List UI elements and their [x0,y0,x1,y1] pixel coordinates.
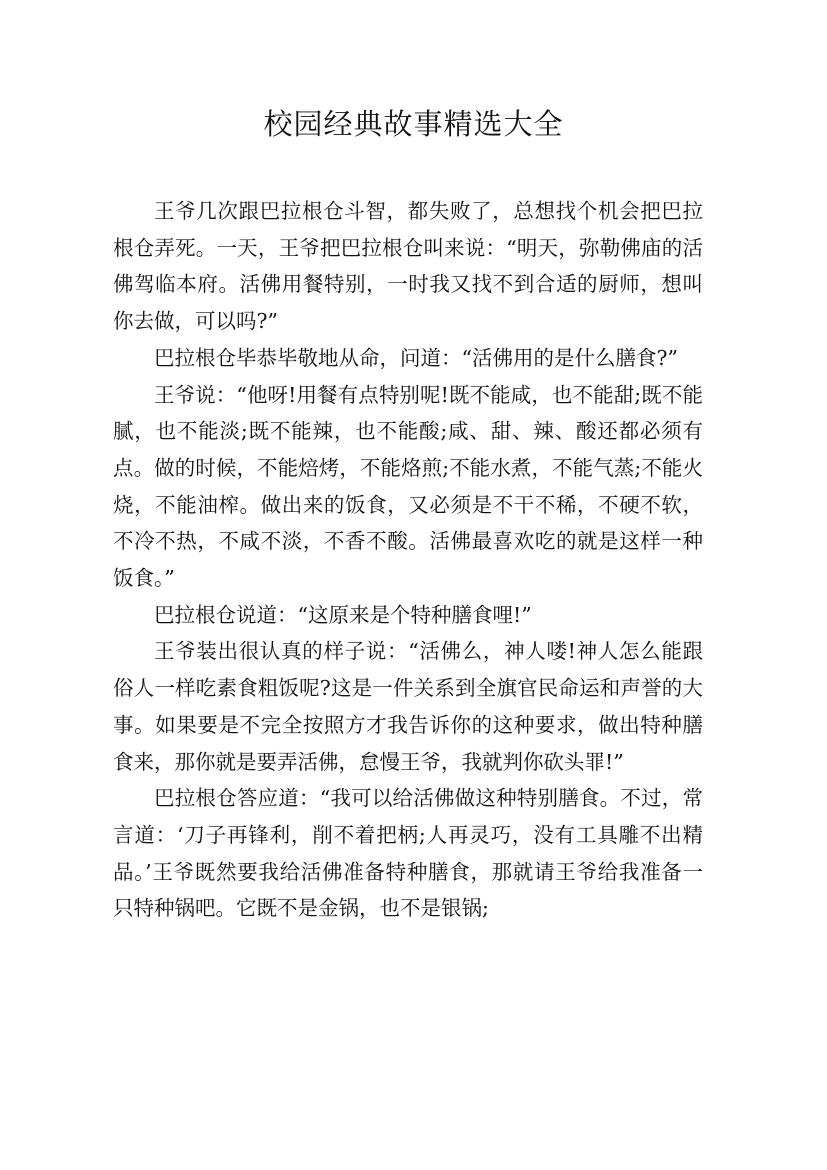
paragraph: 王爷几次跟巴拉根仓斗智，都失败了，总想找个机会把巴拉根仓弄死。一天，王爷把巴拉根仓叫来说：“明天，弥勒佛庙的活佛驾临本府。活佛用餐特别，一时我又找不到合适的厨师，想叫你去做，可以吗?” [113,199,703,334]
paragraph: 巴拉根仓说道：“这原来是个特种膳食哩!” [154,602,532,627]
paragraph: 巴拉根仓毕恭毕敬地从命，问道：“活佛用的是什么膳食?” [154,345,678,370]
document-body [113,193,703,927]
paragraph: 王爷说：“他呀!用餐有点特别呢!既不能咸，也不能甜;既不能腻，也不能淡;既不能辣，也不能酸;咸、甜、辣、酸还都必须有点。做的时候，不能焙烤，不能烙煎;不能水煮，不能气蒸;不能火烧，不能油榨。做出来的饭食，又必须是不干不稀，不硬不软，不冷不热，不咸不淡，不香不酸。活佛最喜欢吃的就是这样一种饭食。” [113,382,703,591]
paragraph: 巴拉根仓答应道：“我可以给活佛做这种特别膳食。不过，常言道：‘刀子再锋利，削不着把柄;人再灵巧，没有工具雕不出精品。’王爷既然要我给活佛准备特种膳食，那就请王爷给我准备一只特种锅吧。它既不是金锅，也不是银锅; [113,786,703,921]
document-title: 校园经典故事精选大全 [263,107,564,141]
paragraph: 王爷装出很认真的样子说：“活佛么，神人喽!神人怎么能跟俗人一样吃素食粗饭呢?这是一件关系到全旗官民命运和声誉的大事。如果要是不完全按照方才我告诉你的这种要求，做出特种膳食来，那你就是要弄活佛，怠慢王爷，我就判你砍头罪!” [113,639,703,774]
